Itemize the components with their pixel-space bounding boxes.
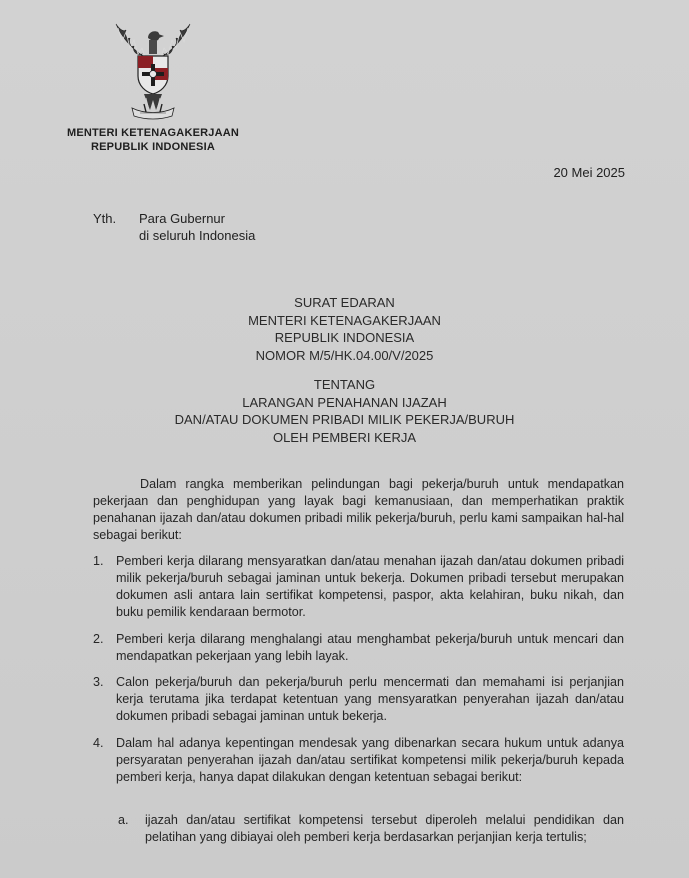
list-item-text: Dalam hal adanya kepentingan mendesak yang dibenarkan secara hukum untuk adanya persyaratan penyerahan ijazah dan/atau sertifikat kompetensi milik pekerja/buruh kepada pemberi kerja, hanya dapat dilakukan dengan ketentuan sebagai berikut: — [116, 736, 624, 784]
garuda-emblem-icon — [104, 20, 202, 124]
list-item-text: Pemberi kerja dilarang mensyaratkan dan/atau menahan ijazah dan/atau dokumen pribadi milik pekerja/buruh sebagai jaminan untuk bekerja. Dokumen pribadi tersebut merupakan dokumen asli antara lain sertifikat kompetensi, paspor, akta kelahiran, buku nikah, dan buku pemilik kendaraan bermotor. — [116, 554, 624, 619]
title-line-1: SURAT EDARAN — [294, 295, 395, 310]
circular-subject — [0, 376, 689, 446]
list-item-number: 4. — [93, 736, 104, 750]
list-item-text: Calon pekerja/buruh dan pekerja/buruh perlu mencermati dan memahami isi perjanjian kerja terutama jika terdapat ketentuan yang mensyaratkan penyerahan ijazah dan/atau dokumen pribadi sebagai jaminan untuk bekerja. — [116, 675, 624, 723]
subject-line-1: LARANGAN PENAHANAN IJAZAH — [242, 394, 447, 410]
title-line-3: REPUBLIK INDONESIA — [274, 330, 415, 345]
intro-paragraph: Dalam rangka memberikan pelindungan bagi pekerja/buruh untuk mendapatkan pekerjaan dan penghidupan yang layak bagi kemanusiaan, dan memperhatikan praktik penahanan ijazah dan/atau dokumen pribadi milik pekerja/buruh, perlu kami sampaikan hal-hal sebagai berikut: — [93, 477, 624, 542]
sub-list-item-letter: a. — [118, 813, 129, 827]
addressee-line-1: Para Gubernur — [139, 211, 225, 226]
ministry-heading — [42, 126, 264, 154]
subject-line-2: DAN/ATAU DOKUMEN PRIBADI MILIK PEKERJA/BURUH — [174, 412, 515, 427]
sub-list-item-text: ijazah dan/atau sertifikat kompetensi tersebut diperoleh melalui pendidikan dan pelatihan yang dibiayai oleh pemberi kerja berdasarkan perjanjian kerja tertulis; — [145, 813, 624, 844]
list-item-number: 1. — [93, 554, 104, 568]
title-line-4: NOMOR M/5/HK.04.00/V/2025 — [255, 347, 434, 363]
subject-line-3: OLEH PEMBERI KERJA — [272, 429, 417, 445]
subject-tentang: TENTANG — [313, 377, 376, 392]
ministry-line-2: REPUBLIK INDONESIA — [91, 141, 215, 153]
list-item-text: Pemberi kerja dilarang menghalangi atau menghambat pekerja/buruh untuk mencari dan mendapatkan pekerjaan yang lebih layak. — [116, 632, 624, 663]
addressee-line-2: di seluruh Indonesia — [139, 228, 256, 243]
title-line-2: MENTERI KETENAGAKERJAAN — [248, 312, 441, 328]
ministry-line-1: MENTERI KETENAGAKERJAAN — [66, 127, 240, 139]
circular-title — [0, 294, 689, 364]
list-item-number: 2. — [93, 632, 104, 646]
list-item-number: 3. — [93, 675, 104, 689]
addressee-salutation: Yth. — [93, 211, 117, 226]
letter-date: 20 Mei 2025 — [553, 165, 625, 180]
